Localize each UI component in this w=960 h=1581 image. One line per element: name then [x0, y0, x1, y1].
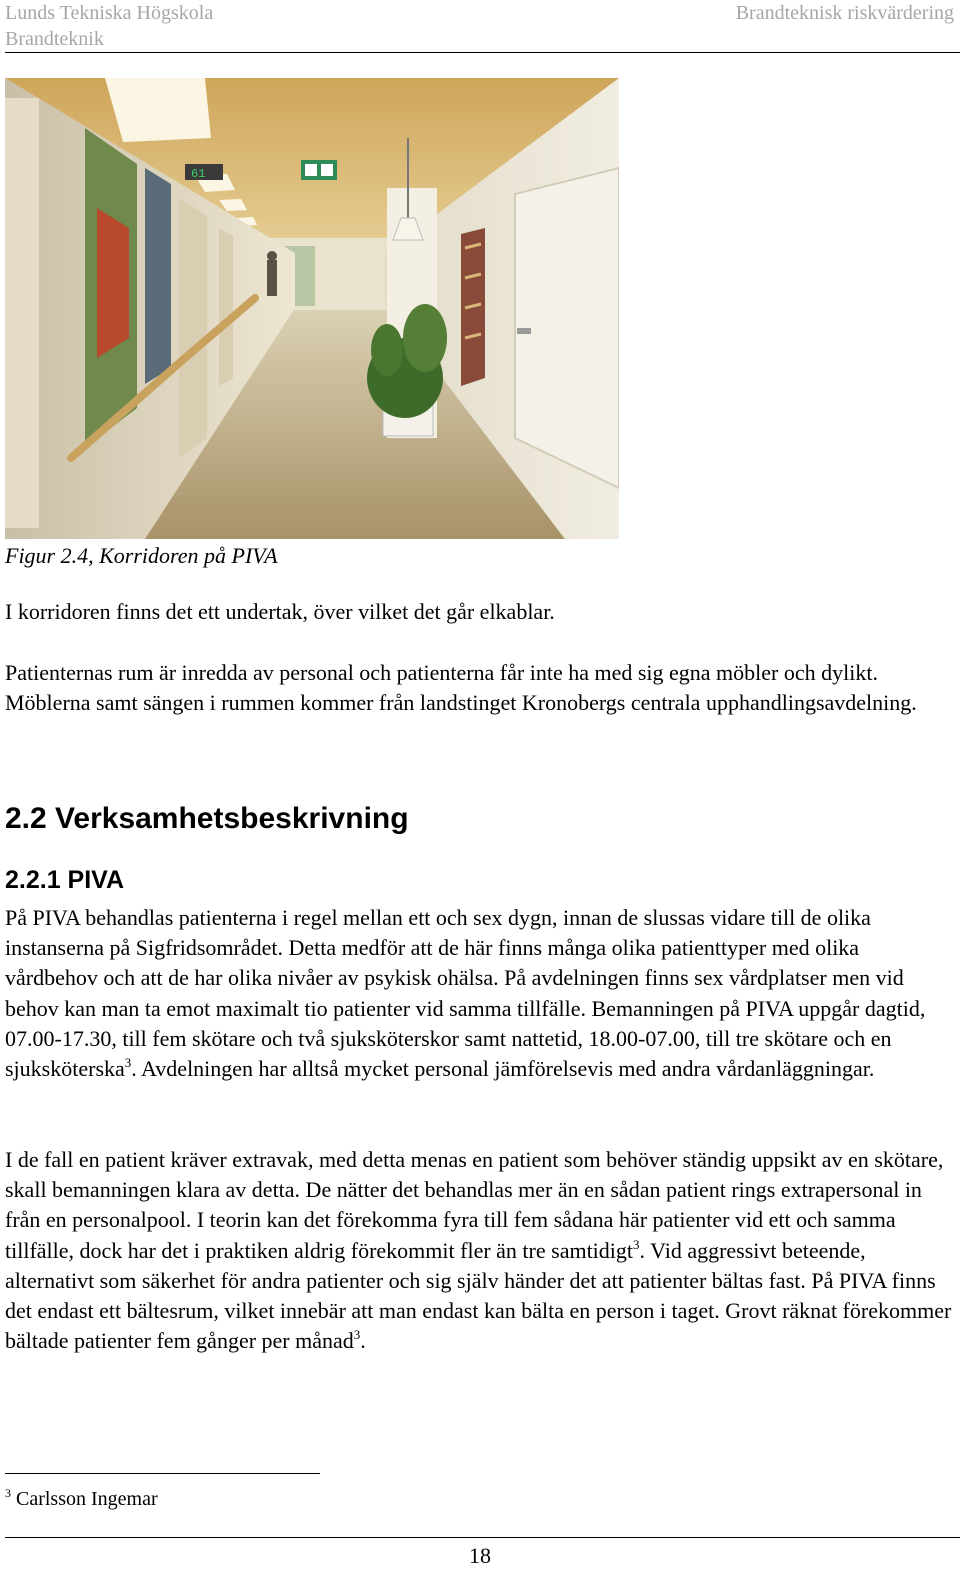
page-number: 18	[469, 1543, 491, 1568]
footnote-ref: 3	[633, 1236, 640, 1252]
figure-caption: Figur 2.4, Korridoren på PIVA	[5, 543, 278, 568]
footnote-marker: 3	[5, 1486, 11, 1500]
paragraph-piva-treatment	[5, 903, 953, 1084]
footnote-text: Carlsson Ingemar	[16, 1488, 158, 1510]
ceiling-light-icon	[105, 78, 211, 142]
subsection-heading: 2.2.1 PIVA	[5, 866, 125, 894]
paragraph-ceiling: I korridoren finns det ett undertak, över vilket det går elkablar.	[5, 599, 555, 624]
paragraph-piva-text-2: . Avdelningen har alltså mycket personal jämförelsevis med andra vårdanläggningar.	[131, 1056, 875, 1082]
section-heading: 2.2 Verksamhetsbeskrivning	[5, 802, 409, 835]
paragraph-extravak-text-2: . Vid aggressivt beteende, alternativt som säkerhet för andra patienter och sig själv händer det att patienter bältas fast. På PIVA finns det endast ett bältesrum, vilket innebär att man endast kan bälta en person i taget. Grovt räknat förekommer bältade patienter fem gånger per månad	[5, 1237, 952, 1354]
paragraph-furniture: Patienternas rum är inredda av personal och patienterna får inte ha med sig egna möbler och dylikt. Möblerna samt sängen i rummen kommer från landstinget Kronobergs centrala upphandlingsavdelning.	[5, 660, 917, 716]
paragraph-piva-text-1: På PIVA behandlas patienterna i regel mellan ett och sex dygn, innan de slussas vidare till de olika instanserna på Sigfridsområdet. Detta medför att de här finns många olika patienttyper med olika vårdbehov och att de har olika nivåer av psykisk ohälsa. På avdelningen finns sex vårdplatser men vid behov kan man ta emot maximalt tio patienter vid samma tillfälle. Bemanningen på PIVA uppgår dagtid, 07.00-17.30, till fem skötare och två sjuksköterskor samt nattetid, 18.00-07.00, till tre skötare och en sjuksköterska	[5, 905, 926, 1082]
paragraph-extravak-text-3: .	[360, 1328, 366, 1354]
header-department: Brandteknik	[5, 28, 104, 50]
header-institution: Lunds Tekniska Högskola	[5, 2, 214, 24]
footer-divider	[5, 1537, 960, 1538]
header-doc-title: Brandteknisk riskvärdering	[735, 2, 954, 24]
paragraph-extravak	[5, 1145, 953, 1356]
header-divider	[5, 52, 960, 53]
footnote-divider	[5, 1473, 320, 1474]
corridor-photo	[5, 78, 619, 539]
left-door	[179, 198, 207, 458]
footnote	[5, 1486, 158, 1512]
header-left	[5, 0, 213, 52]
paragraph-extravak-text-1: I de fall en patient kräver extravak, med detta menas en patient som behöver ständig uppsikt av en skötare, skall bemanningen klara av detta. De nätter det behandlas mer än en sådan patient rings extrapersonal in från en personalpool. I teorin kan det förekomma fyra till fem sådana här patienter vid ett och samma tillfälle, dock har det i praktiken aldrig förekommit fler än tre samtidigt	[5, 1147, 944, 1263]
footnote-ref: 3	[353, 1327, 361, 1343]
footnote-ref: 3	[124, 1055, 132, 1071]
corridor-illustration	[5, 78, 619, 539]
digital-sign-text: 61	[191, 167, 206, 181]
